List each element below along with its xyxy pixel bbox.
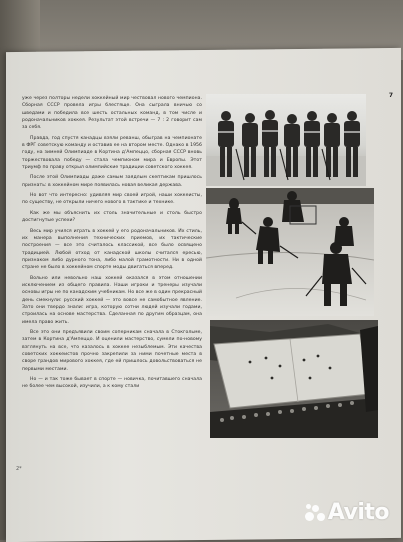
margin-mark: 2*: [16, 466, 22, 472]
avito-watermark: [305, 500, 389, 525]
paragraph: Как же мы объяснить их столь значительные и столь быстро достигнутые успехи?: [22, 210, 202, 224]
paragraph: Весь мир учился играть в хоккей у его родоначальников. Их стиль, их манера выполнения технических приемов, их тактические построения — все это считалось классикой, все было освящено традицией. Любой отход от канадской школы считался ересью, признаком либо дурного тона, либо малой грамотности. Ни в одной стране не было в хоккейном спорте моды двигаться вперед.: [22, 228, 202, 271]
hockey-game-action-photo: [206, 188, 374, 316]
paragraph: Но — и так тоже бывает в спорте — новичка, почитавшего сначала не более чем высокой, изучили, а к кому стали: [22, 377, 202, 390]
page-number: 7: [388, 92, 393, 100]
paragraph: Все это они предъявили своим соперникам сначала в Стокгольме, затем в Кортина д'Ампеццо. И оценили мастерство, сумели по-новому взглянуть на все, что казалось в хоккее незыблемым. Эти качества советских хоккеистов прочно закрепили за ними почетные места в своре грандов мирового хоккея, где ей пришлось довольствоваться не первыми местами.: [22, 329, 202, 372]
team-lineup-photo: [206, 94, 366, 186]
watermark-text: Avito: [327, 500, 389, 525]
paragraph: После этой Олимпиады даже самым заядлым скептикам пришлось признать: в хоккейном мире появилась новая великая держава.: [22, 175, 202, 188]
article-text-column: [22, 95, 202, 475]
olympic-rink-stadium-photo: [210, 320, 378, 438]
paragraph: уже через полторы недели хоккейный мир чествовал нового чемпиона. Сборная СССР провела игры блестяще. Она сыграла вничью со шведами и победила все шесть остальных команд, в том числе и родоначальников хоккея. Результат этой встречи — 7 : 2 говорит сам за себя.: [22, 96, 202, 131]
paragraph: Правда, год спустя канадцы взяли реванш, обыграв на чемпионате в ФРГ советскую команду и оставив ее на втором месте. Однако в 1956 году, на зимней Олимпиаде в Кортина д'Ампеццо, сборная СССР вновь торжествовала победу — стала чемпионом мира и Европы. Этот триумф по праву открыл олимпийские традиции советского хоккея.: [22, 135, 202, 171]
paragraph: Но вот что интересно: удивляя мир своей игрой, наши хоккеисты, по существу, не открыли ничего нового в тактике и технике.: [22, 193, 202, 206]
avito-dots-logo-icon: [305, 503, 325, 523]
paragraph: Вольно или невольно наш хоккей оказался в этом отношении исключением из общего правила. Наши игроки и тренеры изучали основы игры не по канадским учебникам. Но все же в один прекрасный день смекнули: русский хоккей — это вовсе не самобытное явление. Зато они твердо знали: игра, которую сотни людей изучали годами, строилась на основе мастерства. Сделанная по другим образцам, она имела право жить.: [22, 275, 202, 325]
